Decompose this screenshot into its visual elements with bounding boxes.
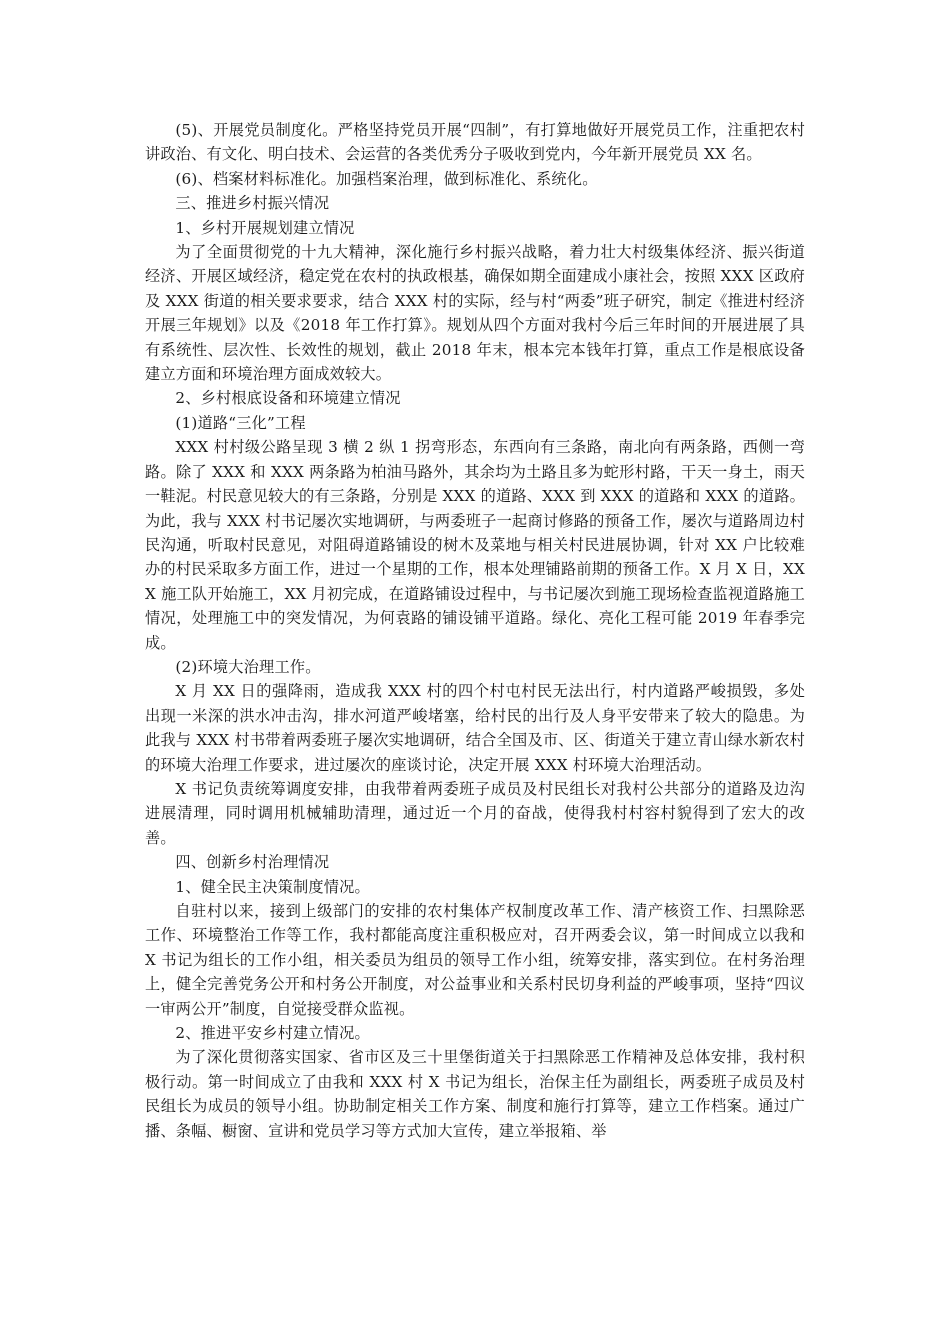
- paragraph-rainstorm-damage: X 月 XX 日的强降雨，造成我 XXX 村的四个村屯村民无法出行，村内道路严峻损毁，多处出现一米深的洪水冲击沟，排水河道严峻堵塞，给村民的出行及人身平安带来了较大的隐患。为此我与 XXX 村书带着两委班子屡次实地调研，结合全国及市、区、街道关于建立青山绿水新农村的环境大治理工作要求，进过屡次的座谈讨论，决定开展 XXX 村环境大治理活动。: [145, 682, 805, 774]
- subheading-rural-planning: 1、乡村开展规划建立情况: [175, 218, 355, 237]
- paragraph-cleanup: X 书记负责统筹调度安排，由我带着两委班子成员及村民组长对我村公共部分的道路及边沟进展清理，同时调用机械辅助清理，通过近一个月的奋战，使得我村村容村貌得到了宏大的改善。: [145, 779, 805, 847]
- paragraph-archive-standardization: (6)、档案材料标准化。加强档案治理，做到标准化、系统化。: [175, 169, 598, 188]
- paragraph-democratic-decision: 自驻村以来，接到上级部门的安排的农村集体产权制度改革工作、清产核资工作、扫黑除恶工作、环境整治工作等工作，我村都能高度注重积极应对，召开两委会议，第一时间成立以我和 X 书记为组长的工作小组，相关委员为组员的领导工作小组，统筹安排，落实到位。在村务治理上，健全完善党务公开和村务公开制度，对公益事业和关系村民切身利益的严峻事项，坚持“四议一审两公开”制度，自觉接受群众监视。: [145, 902, 805, 1018]
- subheading-safe-village: 2、推进平安乡村建立情况。: [175, 1024, 370, 1043]
- paragraph-road-project: XXX 村村级公路呈现 3 横 2 纵 1 拐弯形态，东西向有三条路，南北向有两条路，西侧一弯路。除了 XXX 和 XXX 两条路为柏油马路外，其余均为土路且多为蛇形村路，干天一身土，雨天一鞋泥。村民意见较大的有三条路，分别是 XXX 的道路、XXX 到 XXX 的道路和 XXX 的道路。为此，我与 XXX 村书记屡次实地调研，与两委班子一起商讨修路的预备工作，屡次与道路周边村民沟通，听取村民意见，对阻碍道路铺设的树木及菜地与相关村民进展协调，针对 XX 户比较难办的村民采取多方面工作，进过一个星期的工作，根本处理铺路前期的预备工作。X 月 X 日，XXX 施工队开始施工，XX 月初完成，在道路铺设过程中，与书记屡次到施工现场检查监视道路施工情况，处理施工中的突发情况，为何袁路的铺设铺平道路。绿化、亮化工程可能 2019 年春季完成。: [145, 438, 805, 652]
- subheading-infrastructure-environment: 2、乡村根底设备和环境建立情况: [175, 389, 401, 408]
- subheading-environment-governance: (2)环境大治理工作。: [175, 657, 321, 676]
- subheading-democratic-decision: 1、健全民主决策制度情况。: [175, 877, 370, 896]
- document-page: [145, 118, 805, 1143]
- paragraph-party-member-development: (5)、开展党员制度化。严格坚持党员开展“四制”，有打算地做好开展党员工作，注重把农村讲政治、有文化、明白技术、会运营的各类优秀分子吸收到党内，今年新开展党员 XX 名。: [145, 121, 805, 164]
- paragraph-rural-planning: 为了全面贯彻党的十九大精神，深化施行乡村振兴战略，着力壮大村级集体经济、振兴街道经济、开展区域经济，稳定党在农村的执政根基，确保如期全面建成小康社会，按照 XXX 区政府及 XXX 街道的相关要求要求，结合 XXX 村的实际，经与村“两委”班子研究，制定《推进村经济开展三年规划》以及《2018 年工作打算》。规划从四个方面对我村今后三年时间的开展进展了具有系统性、层次性、长效性的规划，截止 2018 年末，根本完本钱年打算，重点工作是根底设备建立方面和环境治理方面成效较大。: [145, 243, 805, 384]
- paragraph-safe-village: 为了深化贯彻落实国家、省市区及三十里堡街道关于扫黑除恶工作精神及总体安排，我村积极行动。第一时间成立了由我和 XXX 村 X 书记为组长，治保主任为副组长，两委班子成员及村民组长为成员的领导小组。协助制定相关工作方案、制度和施行打算等，建立工作档案。通过广播、条幅、橱窗、宣讲和党员学习等方式加大宣传，建立举报箱、举: [145, 1048, 805, 1140]
- section-heading-rural-governance: 四、创新乡村治理情况: [175, 853, 330, 872]
- section-heading-rural-revitalization: 三、推进乡村振兴情况: [175, 194, 330, 213]
- subheading-road-project: (1)道路“三化”工程: [175, 413, 306, 432]
